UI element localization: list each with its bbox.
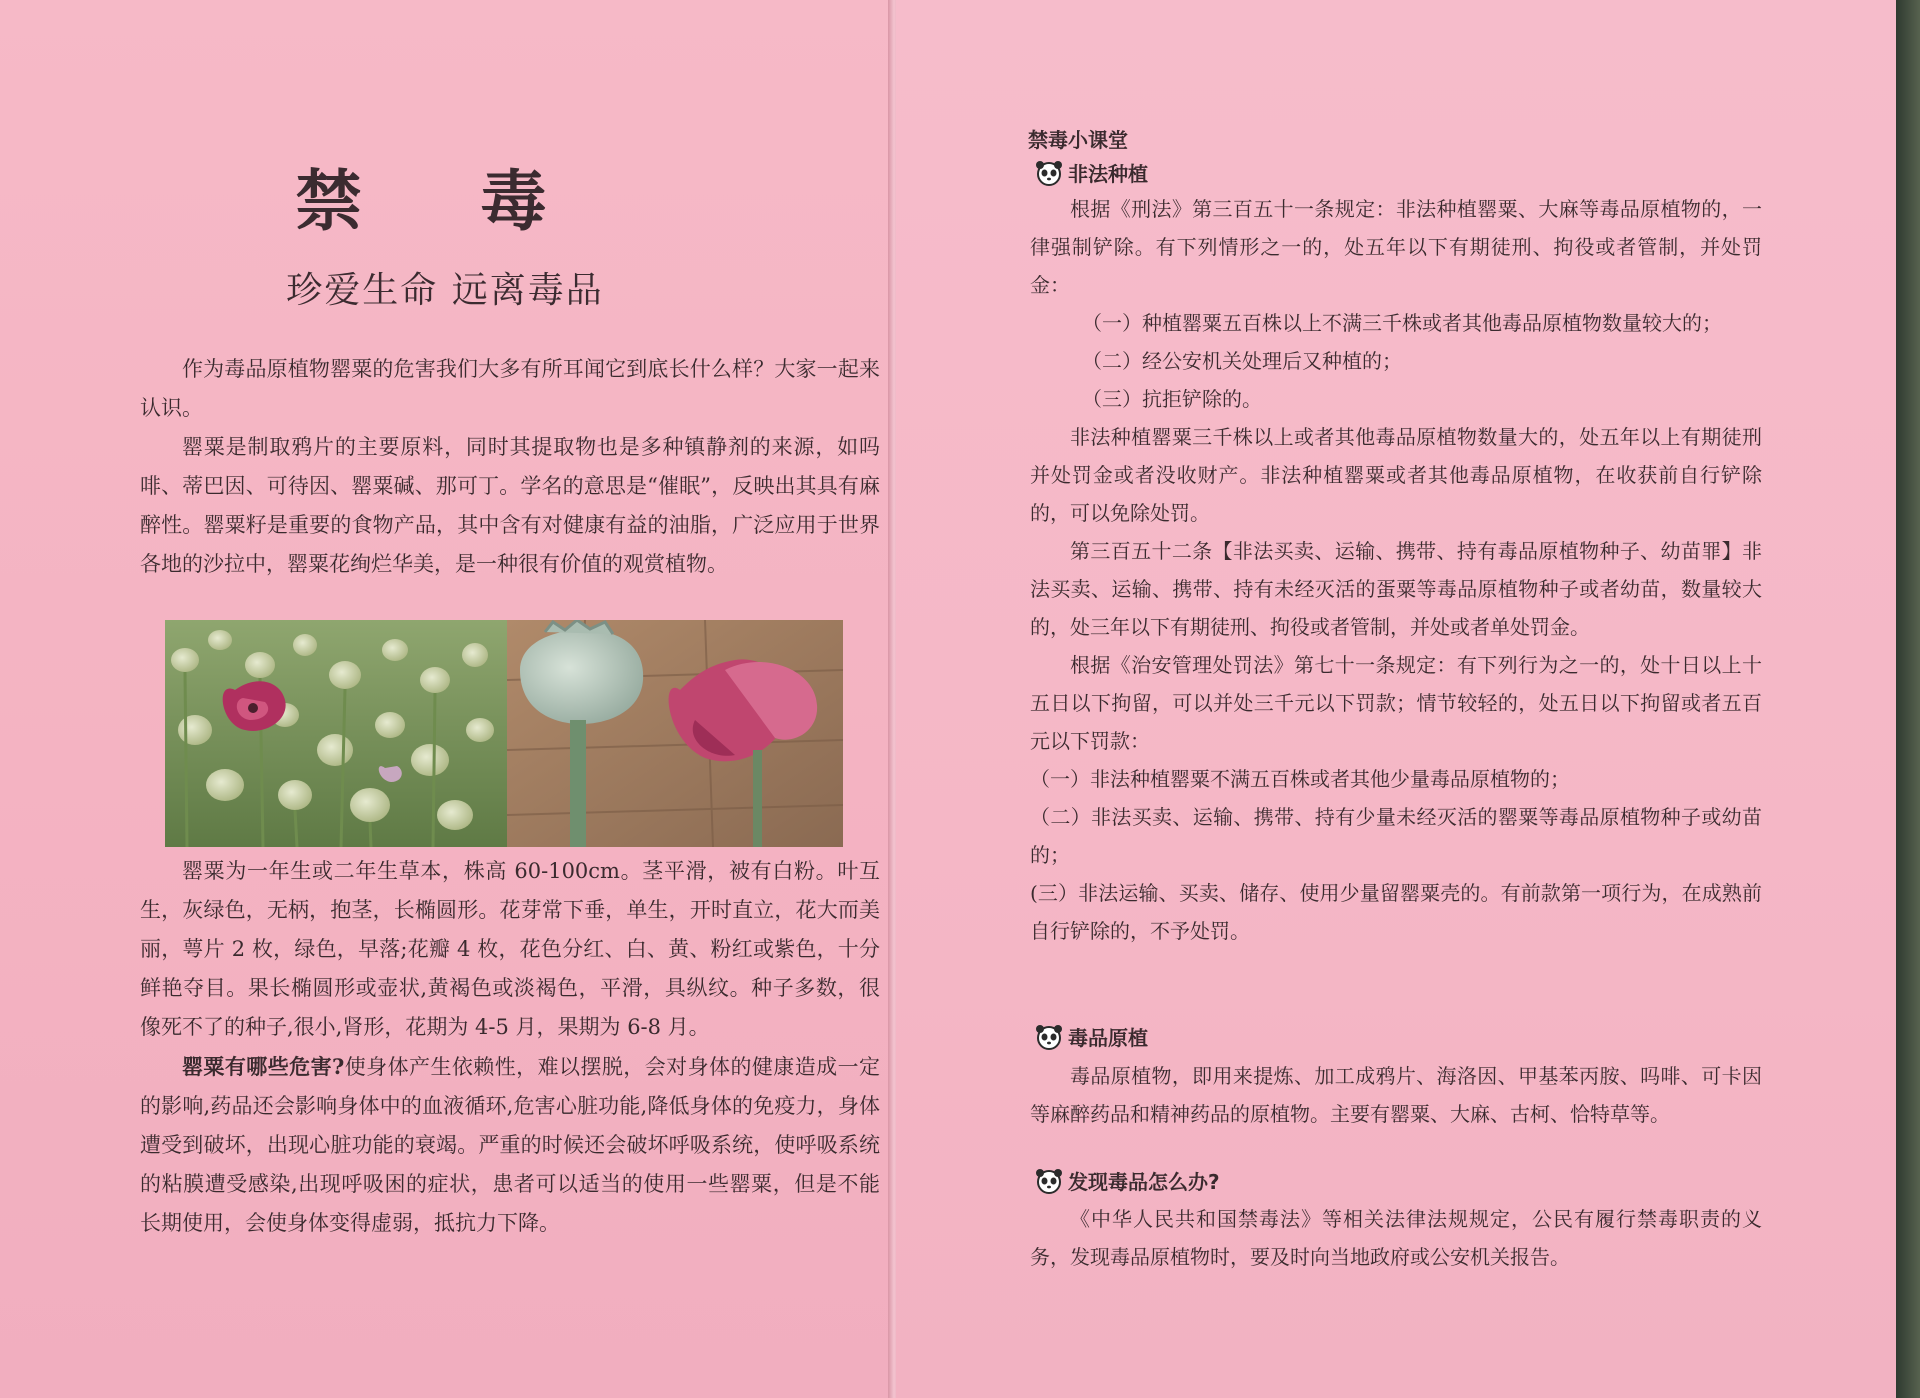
law-paragraph: 第三百五十二条【非法买卖、运输、携带、持有毒品原植物种子、幼苗罪】非法买卖、运输、携带、持有未经灭活的蛋粟等毒品原植物种子或者幼苗，数量较大的，处三年以下有期徒刑、拘役或者管制，并处或者单处罚金。 (1030, 539, 1762, 639)
panda-icon (1034, 1167, 1064, 1195)
hazard-text: 使身体产生依赖性，难以摆脱，会对身体的健康造成一定的影响,药品还会影响身体中的血液循环,危害心脏功能,降低身体的免疫力，身体遭受到破坏，出现心脏功能的衰竭。严重的时候还会破坏呼吸系统，使呼吸系统的粘膜遭受感染,出现呼吸困的症状，患者可以适当的使用一些罂粟，但是不能长期使用，会使身体变得虚弱，抵抗力下降。 (140, 1055, 881, 1235)
body-paragraph: 毒品原植物，即用来提炼、加工成鸦片、海洛因、甲基苯丙胺、吗啡、可卡因等麻醉药品和精神药品的原植物。主要有罂粟、大麻、古柯、恰特草等。 (1030, 1064, 1762, 1126)
right-page (896, 0, 1896, 1398)
section-report-header (1034, 1166, 1220, 1195)
intro-paragraph-2: 罂粟是制取鸦片的主要原料，同时其提取物也是多种镇静剂的来源，如吗啡、蒂巴因、可待因、罂粟碱、那可丁。学名的意思是“催眠”，反映出其具有麻醉性。罂粟籽是重要的食物产品，其中含有对健康有益的油脂，广泛应用于世界各地的沙拉中，罂粟花绚烂华美，是一种很有价值的观赏植物。 (140, 435, 880, 576)
background-edge (1896, 0, 1920, 1398)
intro-paragraph-1: 作为毒品原植物罂粟的危害我们大多有所耳闻它到底长什么样？大家一起来认识。 (140, 357, 880, 420)
law-item: （三）抗拒铲除的。 (1082, 387, 1262, 411)
law-item: （二）经公安机关处理后又种植的； (1082, 349, 1402, 373)
description-text (140, 852, 880, 1243)
section-label: 发现毒品怎么办? (1068, 1170, 1220, 1194)
law-paragraph: 非法种植罂粟三千株以上或者其他毒品原植物数量大的，处五年以上有期徒刑并处罚金或者没收财产。非法种植罂粟或者其他毒品原植物，在收获前自行铲除的，可以免除处罚。 (1030, 425, 1762, 525)
hazard-paragraph (140, 1047, 880, 1243)
law-paragraph: 根据《治安管理处罚法》第七十一条规定：有下列行为之一的，处十日以上十五日以下拘留，可以并处三千元以下罚款；情节较轻的，处五日以下拘留或者五百元以下罚款： (1030, 653, 1762, 753)
description-paragraph: 罂粟为一年生或二年生草本，株高 60-100cm。茎平滑，被有白粉。叶互生，灰绿色，无柄，抱茎，长椭圆形。花芽常下垂，单生，开时直立，花大而美丽，萼片 2 枚，绿色，早落;花瓣 4 枚，花色分红、白、黄、粉红或紫色，十分鲜艳夺目。果长椭圆形或壶状,黄褐色或淡褐色，平滑，具纵纹。种子多数，很像死不了的种子,很小,肾形，花期为 4-5 月，果期为 6-8 月。 (140, 859, 880, 1039)
law-item: （一）种植罂粟五百株以上不满三千株或者其他毒品原植物数量较大的； (1082, 311, 1722, 335)
panda-icon (1034, 159, 1064, 187)
section-drug-plants-body (1030, 1057, 1762, 1133)
body-paragraph: 《中华人民共和国禁毒法》等相关法律法规规定，公民有履行禁毒职责的义务，发现毒品原植物时，要及时向当地政府或公安机关报告。 (1030, 1207, 1762, 1269)
page-subtitle: 珍爱生命 远离毒品 (286, 270, 604, 311)
left-page (0, 0, 890, 1398)
panda-icon (1034, 1023, 1064, 1051)
section-illegal-planting-header (1034, 158, 1148, 187)
intro-text (140, 350, 880, 584)
section-label: 非法种植 (1068, 162, 1148, 186)
law-paragraph: 根据《刑法》第三百五十一条规定：非法种植罂粟、大麻等毒品原植物的，一律强制铲除。有下列情形之一的，处五年以下有期徒刑、拘役或者管制，并处罚金： (1030, 197, 1762, 297)
section-illegal-planting-body (1030, 190, 1762, 950)
page-title: 禁 毒 (295, 163, 595, 240)
law-item: (三）非法运输、买卖、储存、使用少量留罂粟壳的。有前款第一项行为，在成熟前自行铲除的，不予处罚。 (1030, 881, 1762, 943)
poppy-photo (165, 620, 843, 847)
section-drug-plants-header (1034, 1022, 1148, 1051)
section-report-body (1030, 1200, 1762, 1276)
law-item: （二）非法买卖、运输、携带、持有少量未经灭活的罂粟等毒品原植物种子或幼苗的； (1030, 805, 1762, 867)
hazard-lead: 罂粟有哪些危害? (182, 1054, 345, 1079)
law-item: （一）非法种植罂粟不满五百株或者其他少量毒品原植物的； (1030, 767, 1570, 791)
section-heading: 禁毒小课堂 (1028, 128, 1128, 152)
section-label: 毒品原植 (1068, 1026, 1148, 1050)
